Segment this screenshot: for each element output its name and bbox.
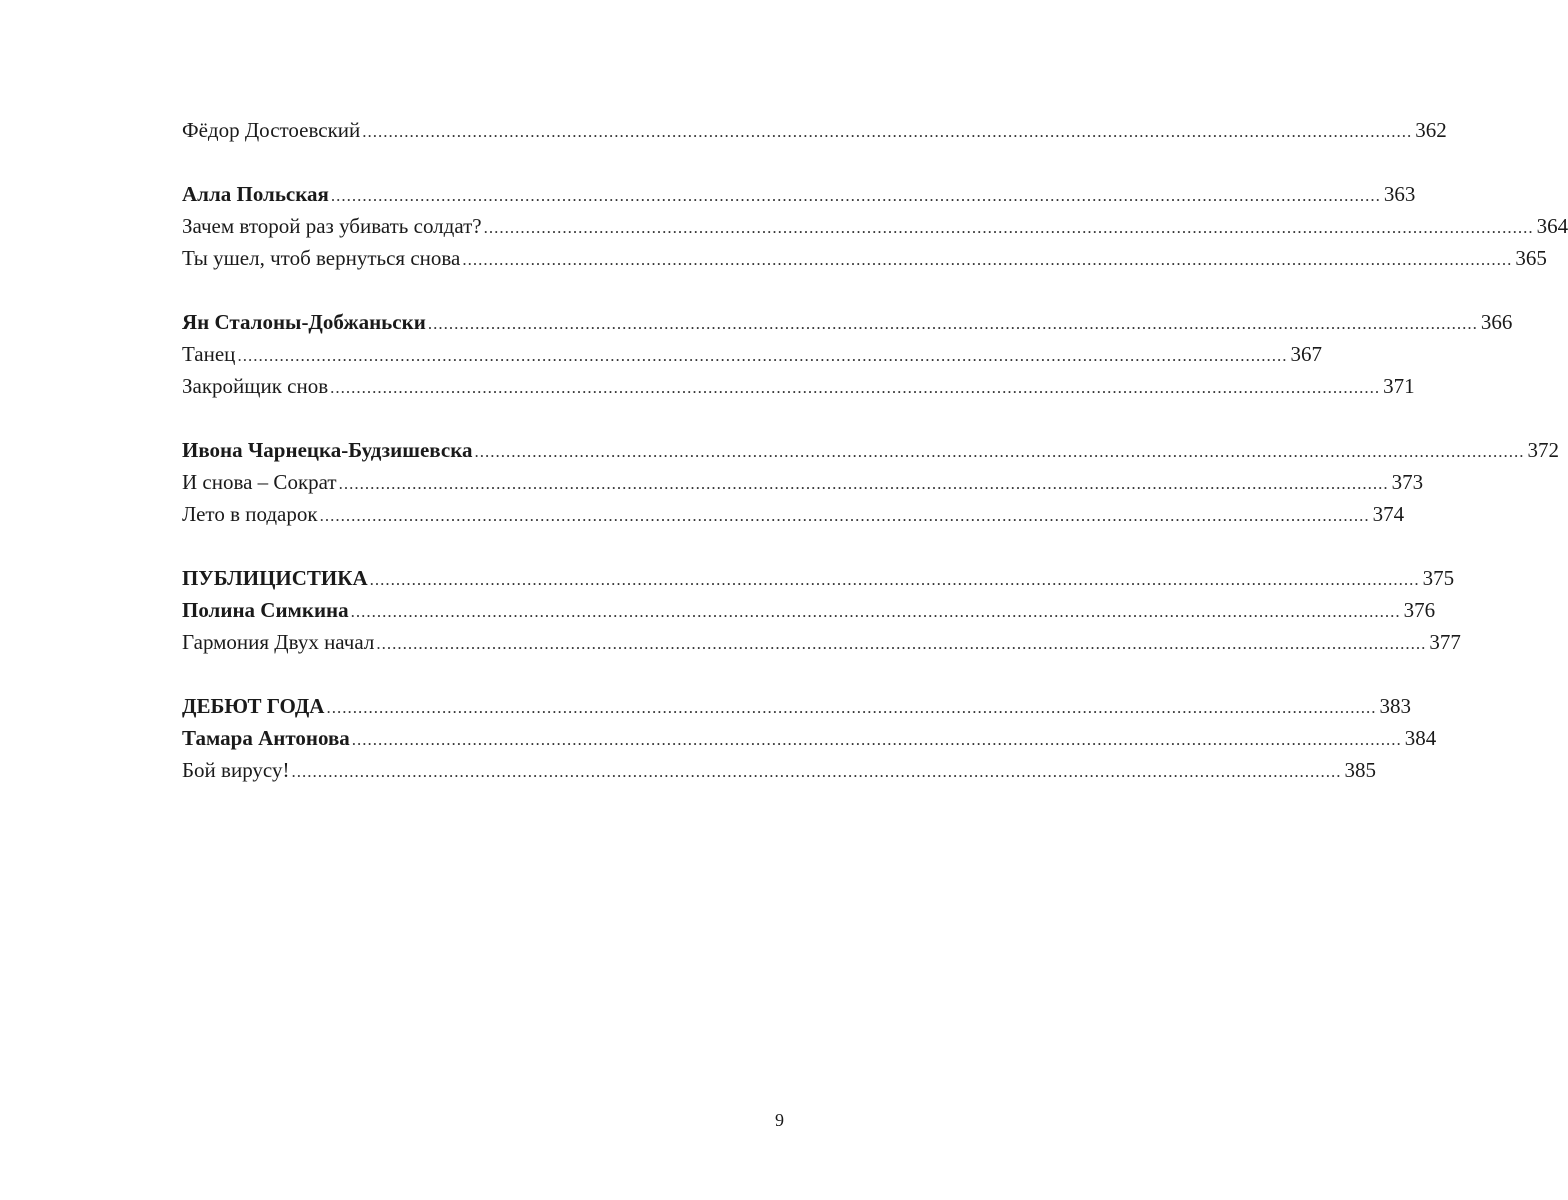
dot-leader: ........................................................................................................................................................................................................: [338, 474, 1389, 493]
toc-entry-title: Тамара Антонова: [182, 726, 350, 750]
toc-entry-author: [182, 434, 1559, 466]
toc-entry-page: 366: [1480, 310, 1513, 334]
dot-leader: ........................................................................................................................................................................................................: [351, 730, 1402, 749]
table-of-contents: [182, 114, 1568, 818]
toc-entry-page: 377: [1429, 630, 1461, 654]
dot-leader: ........................................................................................................................................................................................................: [237, 346, 1288, 365]
toc-entry-page: 383: [1379, 694, 1411, 718]
toc-entry: [182, 242, 1547, 274]
toc-entry-section: [182, 562, 1455, 594]
page-number: 9: [775, 1110, 784, 1130]
toc-group: [182, 562, 1461, 658]
toc-entry-page: 375: [1422, 566, 1455, 590]
toc-entry-page: 362: [1415, 118, 1447, 142]
dot-leader: ........................................................................................................................................................................................................: [483, 218, 1534, 237]
toc-group: [182, 434, 1559, 530]
toc-entry-page: 374: [1372, 502, 1405, 526]
dot-leader: ........................................................................................................................................................................................................: [362, 122, 1413, 141]
toc-entry-page: 364: [1536, 214, 1568, 238]
dot-leader: ........................................................................................................................................................................................................: [474, 442, 1525, 461]
toc-entry-title: Зачем второй раз убивать солдат?: [182, 214, 482, 238]
toc-entry-title: И снова – Сократ: [182, 470, 337, 494]
toc-entry-title: Полина Симкина: [182, 598, 349, 622]
toc-entry-title: ПУБЛИЦИСТИКА: [182, 566, 368, 590]
dot-leader: ........................................................................................................................................................................................................: [462, 250, 1513, 269]
toc-entry-author: [182, 722, 1437, 754]
toc-entry-page: 373: [1391, 470, 1424, 494]
toc-entry-page: 365: [1515, 246, 1547, 270]
toc-group: [182, 114, 1447, 146]
toc-entry-page: 376: [1403, 598, 1436, 622]
toc-entry-title: Фёдор Достоевский: [182, 118, 361, 142]
toc-group: [182, 178, 1568, 274]
toc-group: [182, 306, 1513, 402]
toc-entry-page: 367: [1290, 342, 1322, 366]
toc-entry-page: 371: [1383, 374, 1415, 398]
toc-entry-page: 385: [1344, 758, 1376, 782]
toc-entry: [182, 210, 1568, 242]
dot-leader: ........................................................................................................................................................................................................: [369, 570, 1420, 589]
dot-leader: ........................................................................................................................................................................................................: [376, 634, 1427, 653]
toc-entry: [182, 370, 1415, 402]
dot-leader: ........................................................................................................................................................................................................: [326, 698, 1377, 717]
dot-leader: ........................................................................................................................................................................................................: [330, 186, 1381, 205]
toc-entry-author: [182, 594, 1436, 626]
toc-entry-title: Гармония Двух начал: [182, 630, 375, 654]
toc-entry: [182, 114, 1447, 146]
dot-leader: ........................................................................................................................................................................................................: [291, 762, 1342, 781]
toc-entry-page: 372: [1527, 438, 1559, 462]
toc-entry-title: Ян Сталоны-Добжаньски: [182, 310, 426, 334]
toc-entry-title: ДЕБЮТ ГОДА: [182, 694, 325, 718]
toc-entry: [182, 498, 1405, 530]
toc-entry-title: Бой вирусу!: [182, 758, 290, 782]
toc-entry-title: Ты ушел, чтоб вернуться снова: [182, 246, 461, 270]
toc-entry-author: [182, 178, 1416, 210]
toc-entry: [182, 754, 1376, 786]
toc-group: [182, 690, 1437, 786]
dot-leader: ........................................................................................................................................................................................................: [350, 602, 1401, 621]
toc-entry-section: [182, 690, 1411, 722]
toc-entry-title: Ивона Чарнецка-Будзишевска: [182, 438, 473, 462]
toc-entry: [182, 626, 1461, 658]
toc-entry-title: Алла Польская: [182, 182, 329, 206]
toc-entry-title: Лето в подарок: [182, 502, 318, 526]
dot-leader: ........................................................................................................................................................................................................: [319, 506, 1370, 525]
toc-entry: [182, 466, 1424, 498]
toc-entry: [182, 338, 1322, 370]
dot-leader: ........................................................................................................................................................................................................: [330, 378, 1381, 397]
toc-entry-author: [182, 306, 1513, 338]
toc-entry-page: 363: [1383, 182, 1416, 206]
toc-entry-page: 384: [1404, 726, 1437, 750]
toc-entry-title: Танец: [182, 342, 236, 366]
toc-entry-title: Закройщик снов: [182, 374, 329, 398]
dot-leader: ........................................................................................................................................................................................................: [427, 314, 1478, 333]
